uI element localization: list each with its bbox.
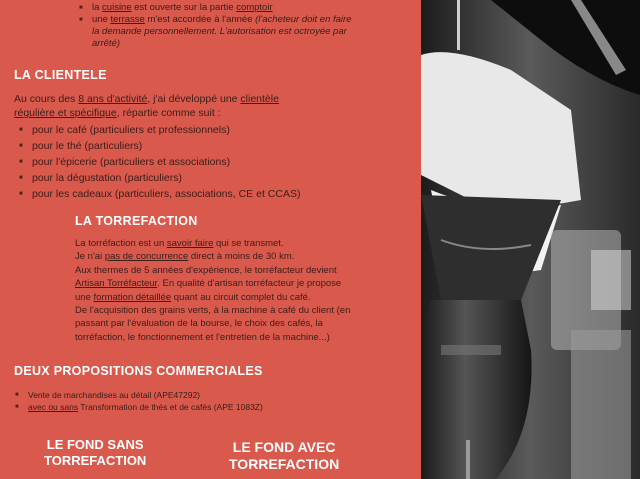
amenities-list xyxy=(78,2,418,50)
pour-over-illustration xyxy=(421,0,640,479)
propositions-list xyxy=(14,389,263,413)
clientele-intro: Au cours des 8 ans d'activité, j'ai développé une clientèle régulière et spécifique, répartie comme suit : xyxy=(14,93,279,119)
list-item: ■ pour l'épicerie (particuliers et associations) xyxy=(18,154,300,170)
section-title-propositions: DEUX PROPOSITIONS COMMERCIALES xyxy=(14,364,263,378)
offer-with-roasting: LE FOND AVEC TORREFACTION xyxy=(229,439,340,472)
list-item: ■ avec ou sans Transformation de thés et de cafés (APE 1083Z) xyxy=(14,401,263,413)
coffee-brewing-photo xyxy=(421,0,640,479)
list-item: ■ la cuisine est ouverte sur la partie comptoir xyxy=(78,2,418,14)
list-item: ■ pour la dégustation (particuliers) xyxy=(18,170,300,186)
section-title-clientele: LA CLIENTELE xyxy=(14,68,107,82)
section-title-torrefaction: LA TORREFACTION xyxy=(75,214,198,228)
offer-without-roasting: LE FOND SANS TORREFACTION xyxy=(44,437,147,468)
list-item: ■ pour le café (particuliers et professionnels) xyxy=(18,122,300,138)
list-item: ■ pour le thé (particuliers) xyxy=(18,138,300,154)
list-item: ■ Vente de marchandises au détail (APE47292) xyxy=(14,389,263,401)
clientele-list xyxy=(18,122,300,202)
list-item: ■ pour les cadeaux (particuliers, associations, CE et CCAS) xyxy=(18,186,300,202)
list-item: ■ une terrasse m'est accordée à l'année (l'acheteur doit en faire la demande personnellement. L'autorisation est octroyée par arrêté) xyxy=(78,14,418,50)
torrefaction-text: La torréfaction est un savoir faire qui se transmet. Je n'ai pas de concurrence direct à moins de 30 km. Aux thermes de 5 années d'expérience, le torréfacteur devient Artisan Torréfacteur. En qualité d'artisan torréfacteur je propose une formation détaillée quant au circuit complet du café. De l'acquisition des grains verts, à la machine à café du client (en passant par l'évaluation de la bourse, le choix des cafés, la torréfaction, le fonctionnement et l'entretien de la machine...) xyxy=(75,238,351,343)
